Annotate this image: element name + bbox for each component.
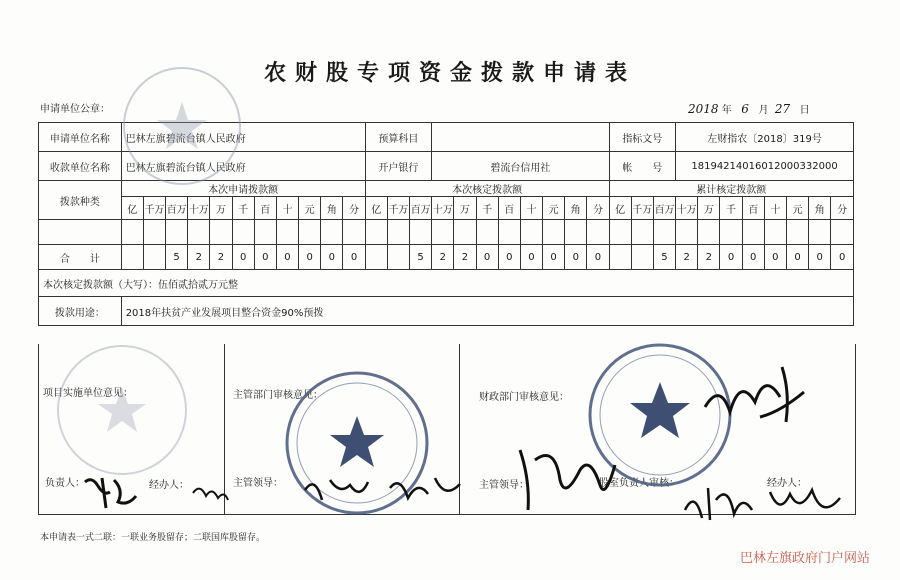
account-value: 18194214016012000332000 [676, 152, 854, 181]
unit-requested-2: 百万 [166, 197, 188, 220]
entry-cell [299, 220, 321, 245]
unit-cumulative-8: 元 [786, 197, 808, 220]
unit-approved-10: 分 [587, 197, 609, 220]
group-cumulative-label: 累计核定拨款额 [609, 181, 853, 197]
unit-approved-1: 千万 [387, 197, 409, 220]
unit-requested-3: 十万 [188, 197, 210, 220]
type-value [39, 220, 122, 245]
unit-approved-4: 万 [454, 197, 476, 220]
document-title: 农财股专项资金拨款申请表 [263, 60, 636, 86]
unit-approved-6: 百 [498, 197, 520, 220]
entry-cell [742, 220, 764, 245]
unit-requested-10: 分 [343, 197, 365, 220]
date-day-suffix: 日 [799, 105, 810, 116]
total-cumulative-digit: 0 [764, 245, 786, 270]
entry-cell [498, 220, 520, 245]
total-requested-digit: 0 [299, 245, 321, 270]
total-cumulative-digit: 0 [786, 245, 808, 270]
total-requested-digit: 2 [210, 245, 232, 270]
payee-label: 收款单位名称 [39, 152, 122, 181]
total-cumulative-digit: 2 [698, 245, 720, 270]
unit-requested-8: 元 [299, 197, 321, 220]
entry-cell [276, 220, 298, 245]
budget-value [432, 123, 609, 152]
entry-cell [720, 220, 742, 245]
entry-cell [809, 220, 831, 245]
date-year: 2018 [688, 102, 719, 116]
entry-cell [676, 220, 698, 245]
unit-cumulative-10: 分 [831, 197, 854, 220]
entry-cell [831, 220, 854, 245]
supervisor-opinion-label: 主管部门审核意见： [233, 390, 323, 401]
total-requested-digit: 0 [343, 245, 365, 270]
unit-approved-5: 千 [476, 197, 498, 220]
total-requested-digit [121, 245, 143, 270]
unit-cumulative-9: 角 [809, 197, 831, 220]
entry-cell [210, 220, 232, 245]
doc-no-label: 指标文号 [609, 123, 676, 152]
total-cumulative-digit: 0 [742, 245, 764, 270]
entry-cell [698, 220, 720, 245]
date-month-suffix: 月 [758, 105, 769, 116]
total-cumulative-digit [609, 245, 631, 270]
unit-approved-8: 元 [543, 197, 565, 220]
applicant-seal-stamp [118, 62, 246, 190]
entry-cell [454, 220, 476, 245]
total-label: 合 计 [39, 245, 122, 270]
date-year-suffix: 年 [721, 105, 732, 116]
unit-cumulative-6: 百 [742, 197, 764, 220]
applicant-value: 巴林左旗碧流台镇人民政府 [121, 123, 365, 152]
total-approved-digit: 0 [543, 245, 565, 270]
unit-cumulative-2: 百万 [653, 197, 675, 220]
total-approved-digit [365, 245, 387, 270]
total-approved-digit: 0 [476, 245, 498, 270]
budget-label: 预算科目 [365, 123, 432, 152]
unit-requested-5: 千 [232, 197, 254, 220]
date-month: 6 [741, 102, 749, 116]
total-approved-digit: 2 [432, 245, 454, 270]
type-label: 拨款种类 [39, 181, 122, 220]
unit-cumulative-0: 亿 [609, 197, 631, 220]
total-cumulative-digit: 5 [653, 245, 675, 270]
total-requested-digit: 2 [188, 245, 210, 270]
supervisor-signature [300, 470, 470, 510]
entry-cell [786, 220, 808, 245]
entry-cell [476, 220, 498, 245]
total-requested-digit: 0 [232, 245, 254, 270]
project-leader-label: 负责人： [45, 478, 85, 489]
entry-cell [587, 220, 609, 245]
handler-signature [190, 478, 230, 508]
project-handler-label: 经办人： [149, 480, 189, 491]
entry-cell [321, 220, 343, 245]
payee-value: 巴林左旗碧流台镇人民政府 [121, 152, 365, 181]
date-day: 27 [774, 102, 791, 116]
entry-cell [188, 220, 210, 245]
entry-cell [232, 220, 254, 245]
total-requested-digit [143, 245, 165, 270]
unit-requested-4: 万 [210, 197, 232, 220]
approved-words-value: 伍佰贰拾贰万元整 [158, 279, 238, 291]
entry-cell [432, 220, 454, 245]
total-cumulative-digit: 0 [809, 245, 831, 270]
unit-requested-6: 百 [254, 197, 276, 220]
unit-requested-0: 亿 [121, 197, 143, 220]
watermark: 巴林左旗政府门户网站 [739, 551, 870, 566]
total-approved-digit: 0 [565, 245, 587, 270]
approved-words-row [39, 270, 854, 297]
finance-leader-signature [510, 440, 620, 520]
entry-cell [631, 220, 653, 245]
group-approved-label: 本次核定拨款额 [365, 181, 609, 197]
total-cumulative-digit: 0 [831, 245, 854, 270]
total-cumulative-digit [631, 245, 653, 270]
entry-cell [565, 220, 587, 245]
entry-cell [365, 220, 387, 245]
entry-cell [543, 220, 565, 245]
entry-cell [254, 220, 276, 245]
project-unit-seal-stamp [52, 340, 192, 480]
entry-cell [409, 220, 431, 245]
bank-value: 碧流台信用社 [432, 152, 609, 181]
total-requested-digit: 0 [254, 245, 276, 270]
entry-cell [166, 220, 188, 245]
approved-words-label: 本次核定拨款额（大写）： [43, 279, 158, 291]
unit-requested-7: 十 [276, 197, 298, 220]
supervisor-leader-label: 主管领导： [233, 478, 283, 489]
section-leader-label: 股室负责人审核： [599, 478, 679, 489]
entry-cell [653, 220, 675, 245]
unit-approved-2: 百万 [409, 197, 431, 220]
unit-approved-7: 十 [520, 197, 542, 220]
unit-cumulative-5: 千 [720, 197, 742, 220]
finance-dept-signature [700, 362, 810, 432]
unit-seal-label: 申请单位公章： [40, 104, 110, 115]
entry-cell [121, 220, 143, 245]
leader-signature [80, 472, 140, 512]
entry-cell [343, 220, 365, 245]
purpose-value: 2018年扶贫产业发展项目整合资金90%预拨 [121, 297, 853, 326]
section-leader-signature [680, 480, 850, 525]
date-line [688, 101, 810, 116]
account-label: 帐 号 [609, 152, 676, 181]
unit-cumulative-1: 千万 [631, 197, 653, 220]
entry-cell [609, 220, 631, 245]
total-approved-digit: 0 [520, 245, 542, 270]
total-requested-digit: 0 [276, 245, 298, 270]
total-approved-digit: 5 [409, 245, 431, 270]
finance-handler-label: 经办人： [767, 478, 807, 489]
total-cumulative-digit: 0 [720, 245, 742, 270]
unit-cumulative-7: 十 [764, 197, 786, 220]
entry-cell [764, 220, 786, 245]
total-requested-digit: 5 [166, 245, 188, 270]
unit-approved-0: 亿 [365, 197, 387, 220]
entry-cell [520, 220, 542, 245]
total-approved-digit: 0 [498, 245, 520, 270]
total-requested-digit: 0 [321, 245, 343, 270]
finance-leader-label: 主管领导： [479, 480, 529, 491]
purpose-label: 拨款用途： [39, 297, 122, 326]
finance-opinion-label: 财政部门审核意见： [479, 392, 569, 403]
total-approved-digit: 0 [587, 245, 609, 270]
applicant-label: 申请单位名称 [39, 123, 122, 152]
total-approved-digit: 2 [454, 245, 476, 270]
unit-approved-9: 角 [565, 197, 587, 220]
group-requested-label: 本次申请拨款额 [121, 181, 365, 197]
entry-cell [387, 220, 409, 245]
footer-note: 本申请表一式二联：一联业务股留存；二联国库股留存。 [40, 533, 266, 543]
project-unit-opinion-label: 项目实施单位意见： [43, 388, 133, 399]
unit-approved-3: 十万 [432, 197, 454, 220]
unit-cumulative-4: 万 [698, 197, 720, 220]
unit-cumulative-3: 十万 [676, 197, 698, 220]
unit-requested-9: 角 [321, 197, 343, 220]
doc-no-value: 左财指农〔2018〕319号 [676, 123, 854, 152]
unit-requested-1: 千万 [143, 197, 165, 220]
total-cumulative-digit: 2 [676, 245, 698, 270]
entry-cell [143, 220, 165, 245]
bank-label: 开户银行 [365, 152, 432, 181]
total-approved-digit [387, 245, 409, 270]
